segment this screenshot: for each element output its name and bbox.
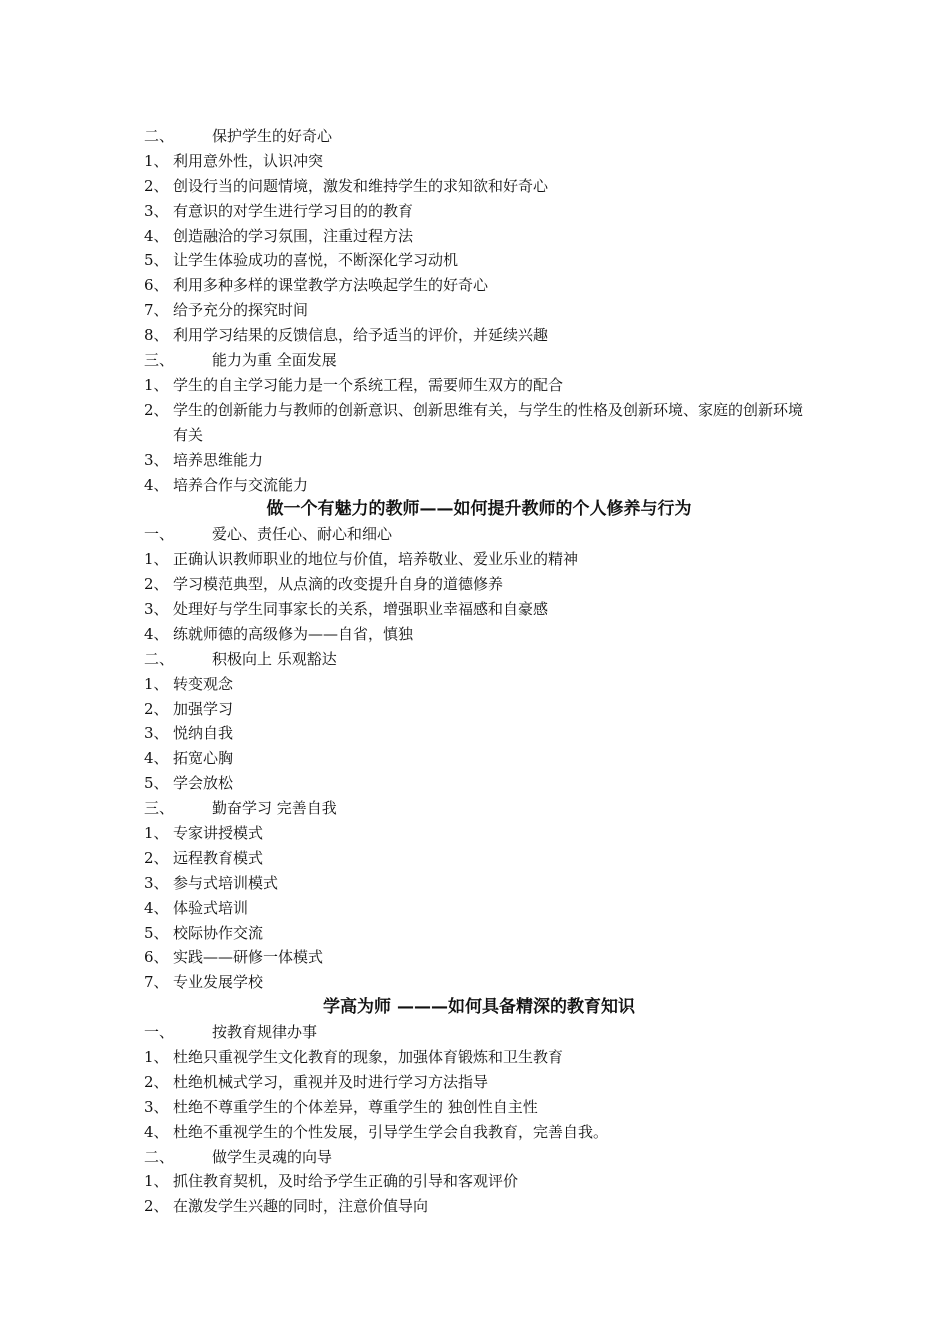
list-item: 3、 培养思维能力 [144, 450, 264, 469]
section-heading: 一、 按教育规律办事 [144, 1023, 318, 1042]
list-item: 1、 杜绝只重视学生文化教育的现象，加强体育锻炼和卫生教育 [144, 1047, 564, 1066]
list-item: 2、 学习模范典型，从点滴的改变提升自身的道德修养 [144, 575, 504, 594]
section-heading: 二、 保护学生的好奇心 [144, 127, 333, 145]
list-item: 6、 实践——研修一体模式 [144, 948, 324, 967]
list-item: 4、 培养合作与交流能力 [144, 475, 309, 494]
list-item: 7、 专业发展学校 [144, 973, 264, 992]
list-item: 1、 学生的自主学习能力是一个系统工程，需要师生双方的配合 [144, 375, 564, 394]
chapter-title: 做一个有魅力的教师——如何提升教师的个人修养与行为 [266, 499, 692, 520]
list-item: 2、 学生的创新能力与教师的创新意识、创新思维有关，与学生的性格及创新环境、家庭的创新环境有关 [144, 400, 804, 444]
list-item: 3、 处理好与学生同事家长的关系，增强职业幸福感和自豪感 [144, 599, 549, 618]
list-item: 2、 在激发学生兴趣的同时，注意价值导向 [144, 1197, 429, 1216]
list-item: 1、 转变观念 [144, 674, 234, 693]
list-item: 4、 体验式培训 [144, 898, 249, 917]
list-item: 2、 加强学习 [144, 699, 234, 718]
list-item: 3、 参与式培训模式 [144, 873, 279, 892]
list-item: 2、 创设行当的问题情境，激发和维持学生的求知欲和好奇心 [144, 176, 549, 195]
document-content [144, 124, 814, 1219]
list-item: 1、 抓住教育契机，及时给予学生正确的引导和客观评价 [144, 1172, 519, 1191]
list-item: 3、 杜绝不尊重学生的个体差异，尊重学生的 独创性自主性 [144, 1097, 538, 1116]
list-item: 6、 利用多种多样的课堂教学方法唤起学生的好奇心 [144, 276, 489, 295]
list-item: 5、 校际协作交流 [144, 923, 264, 942]
list-item: 2、 杜绝机械式学习，重视并及时进行学习方法指导 [144, 1072, 489, 1091]
list-item: 1、 正确认识教师职业的地位与价值，培养敬业、爱业乐业的精神 [144, 550, 579, 569]
list-item: 5、 让学生体验成功的喜悦，不断深化学习动机 [144, 251, 459, 270]
list-item: 4、 拓宽心胸 [144, 749, 234, 768]
list-item: 1、 专家讲授模式 [144, 823, 264, 842]
list-item: 2、 远程教育模式 [144, 848, 264, 867]
section-heading: 三、 勤奋学习 完善自我 [144, 799, 337, 818]
list-item: 5、 学会放松 [144, 774, 234, 793]
section-heading: 一、 爱心、责任心、耐心和细心 [144, 525, 393, 544]
section-heading: 二、 做学生灵魂的向导 [144, 1147, 333, 1166]
list-item: 3、 有意识的对学生进行学习目的的教育 [144, 201, 414, 220]
list-item: 1、 利用意外性，认识冲突 [144, 151, 324, 170]
section-heading: 二、 积极向上 乐观豁达 [144, 649, 337, 668]
list-item: 3、 悦纳自我 [144, 724, 234, 743]
list-item: 4、 练就师德的高级修为——自省，慎独 [144, 624, 414, 643]
section-heading: 三、 能力为重 全面发展 [144, 351, 337, 370]
list-item: 7、 给予充分的探究时间 [144, 301, 309, 320]
list-item: 4、 创造融洽的学习氛围，注重过程方法 [144, 226, 414, 245]
list-item: 4、 杜绝不重视学生的个性发展，引导学生学会自我教育，完善自我。 [144, 1122, 609, 1141]
list-item: 8、 利用学习结果的反馈信息，给予适当的评价，并延续兴趣 [144, 326, 549, 345]
chapter-title: 学高为师 ———如何具备精深的教育知识 [323, 997, 635, 1018]
